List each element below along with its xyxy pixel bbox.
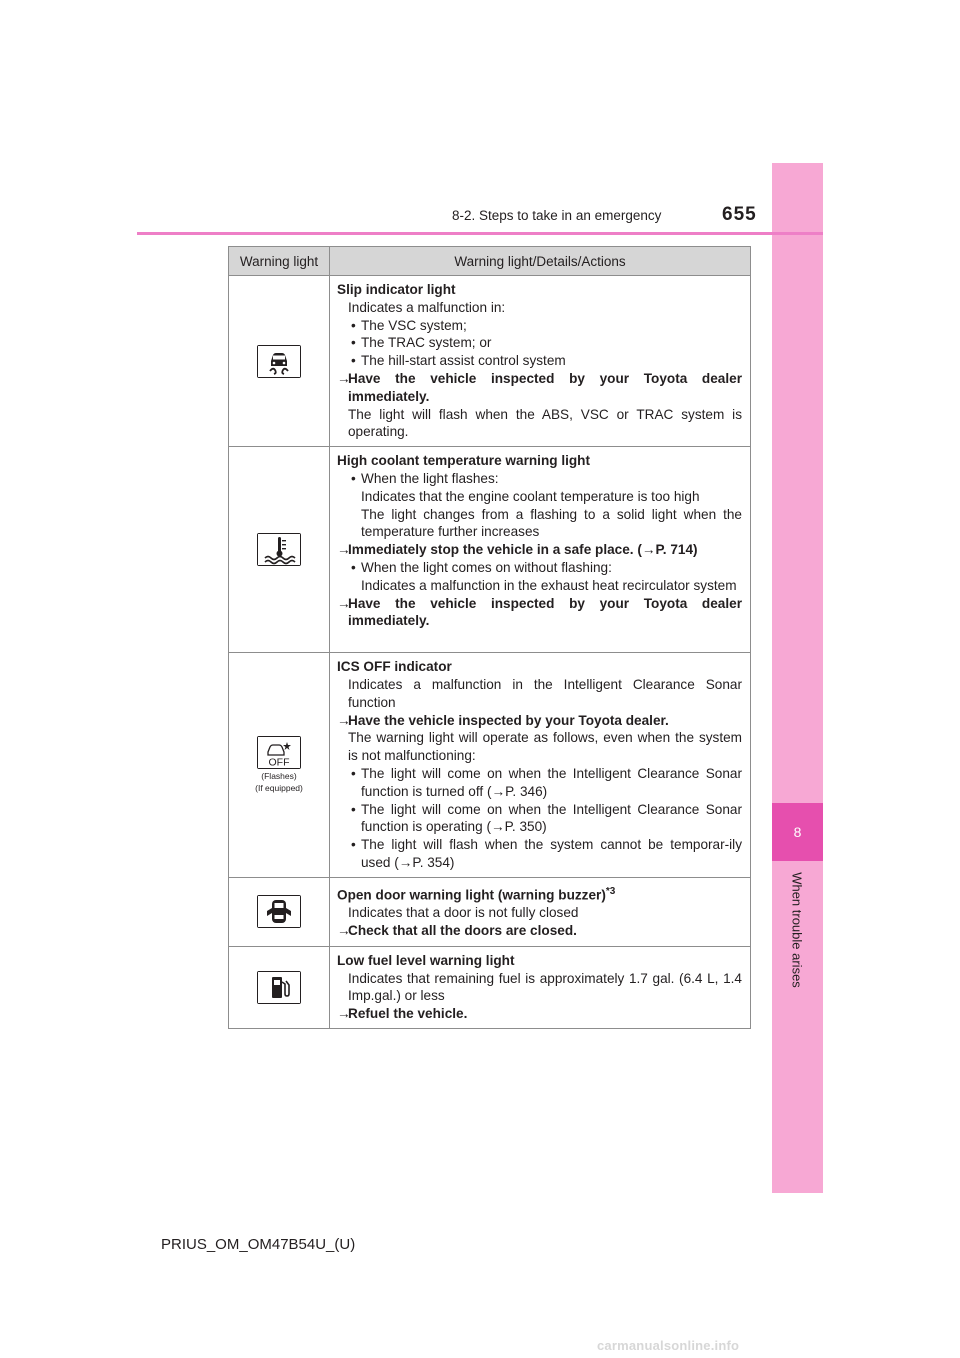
bullet-text: The light will come on when the Intelligent Clearance Sonar function is operating ( [361,801,742,835]
bullet-text: The light will flash when the system cannot be temporar-ily used ( [361,837,742,870]
action-text [337,541,742,559]
section-title: 8-2. Steps to take in an emergency [452,208,662,223]
detail-text: Indicates a malfunction in the exhaust heat recirculator system [361,577,737,593]
row-title: Low fuel level warning light [337,952,515,968]
bullet-item: • The TRAC system; or [337,334,742,352]
bullet-item [337,765,742,801]
page-reference: P. 350) [504,819,547,835]
detail-text: The warning light will operate as follows, even when the system is not malfunctioning: [348,730,742,764]
details-cell [330,276,751,447]
action-text: → Have the vehicle inspected by your Toyota dealer immediately. [337,370,742,406]
row-title-text: Open door warning light (warning buzzer) [337,887,606,903]
page-reference: P. 346) [505,783,548,799]
table-row [229,653,751,878]
action-text: → Check that all the doors are closed. [337,922,742,940]
table-row [229,447,751,653]
ics-off-icon-text: OFF [268,756,290,769]
table-row [229,276,751,447]
column-header-warning-light: Warning light [229,247,330,276]
chapter-number: 8 [793,824,802,840]
bullet-item: • The VSC system; [337,317,742,335]
details-cell [330,877,751,946]
header-rule [137,232,823,235]
icon-cell [229,276,330,447]
ics-off-icon [257,736,301,769]
icon-cell [229,946,330,1028]
chapter-title-vertical: When trouble arises [789,872,805,988]
detail-text: Indicates a malfunction in the Intelligent Clearance Sonar function [348,676,742,710]
bullet-item [337,836,742,872]
bullet-item: • When the light flashes: [337,470,742,488]
column-header-details: Warning light/Details/Actions [330,247,751,276]
page-reference: P. 354) [412,854,455,870]
detail-text: Indicates a malfunction in: [348,299,506,315]
fuel-pump-icon [257,971,301,1004]
slip-indicator-icon [257,345,301,378]
open-door-icon [257,895,301,928]
bullet-text: The light will come on when the Intelligent Clearance Sonar function is turned off ( [361,765,742,799]
table-header-row [229,247,751,276]
action-text: → Refuel the vehicle. [337,1005,742,1023]
arrow-glyph: → [398,854,413,870]
coolant-temperature-icon [257,533,301,566]
detail-text: Indicates that the engine coolant temperature is too high [361,488,700,504]
footnote-mark: *3 [605,885,616,897]
bullet-item [337,801,742,837]
row-title: Slip indicator light [337,282,456,297]
arrow-glyph: → [490,819,505,835]
table-row [229,946,751,1028]
icon-cell [229,653,330,878]
icon-note-if-equipped: (If equipped) [255,783,303,794]
detail-text: Indicates that remaining fuel is approximately 1.7 gal. (6.4 L, 1.4 Imp.gal.) or less [348,970,742,1004]
details-cell [330,946,751,1028]
page-reference: P. 714) [655,542,698,558]
detail-text: Indicates that a door is not fully closed [348,905,579,921]
detail-text: The light changes from a flashing to a solid light when the temperature further increases [361,506,742,540]
table-row [229,877,751,946]
arrow-glyph: → [641,542,656,558]
icon-cell [229,447,330,653]
arrow-glyph: → [491,783,506,799]
row-title: ICS OFF indicator [337,659,452,675]
bullet-item: • When the light comes on without flashing: [337,559,742,577]
icon-cell [229,877,330,946]
chapter-number-tab [772,803,823,861]
details-cell [330,447,751,653]
document-code: PRIUS_OM_OM47B54U_(U) [161,1236,356,1253]
chapter-side-tab [772,163,823,1193]
icon-note-flashes: (Flashes) [261,771,297,782]
details-cell [330,653,751,878]
row-title: High coolant temperature warning light [337,453,591,469]
page-number: 655 [722,204,757,225]
detail-text: The light will flash when the ABS, VSC or TRAC system is operating. [348,406,742,440]
action-text: → Have the vehicle inspected by your Toyota dealer. [337,712,742,730]
watermark-site: carmanualsonline.info [597,1338,740,1353]
row-title [337,883,742,904]
warning-light-table [228,246,751,1029]
action-text-part: Immediately stop the vehicle in a safe place. ( [348,542,642,558]
bullet-item: • The hill-start assist control system [337,352,742,370]
action-text: → Have the vehicle inspected by your Toyota dealer immediately. [337,595,742,631]
